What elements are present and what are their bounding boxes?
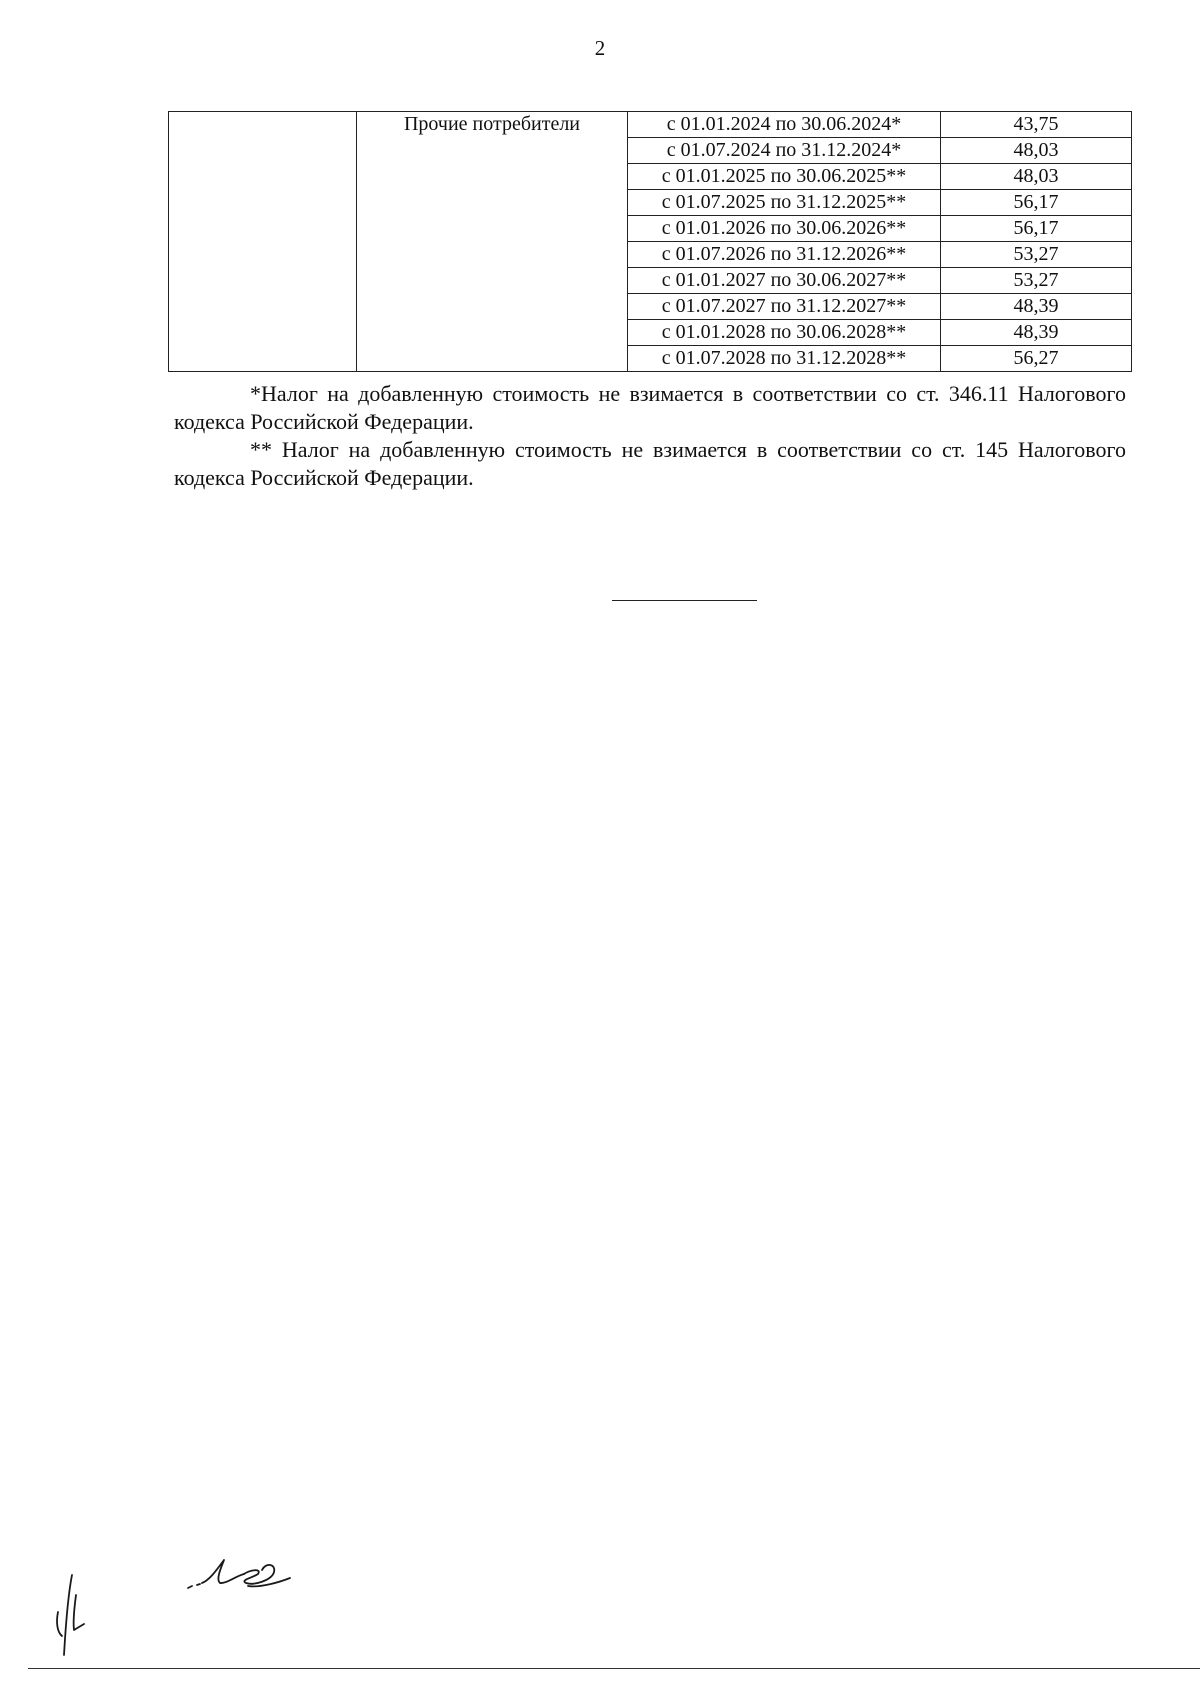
- consumer-category: Прочие потребители: [357, 112, 628, 372]
- tariff-value: 43,75: [941, 112, 1132, 138]
- tariff-value: 53,27: [941, 268, 1132, 294]
- tariff-value: 48,03: [941, 164, 1132, 190]
- period-cell: с 01.07.2025 по 31.12.2025**: [628, 190, 941, 216]
- period-cell: с 01.01.2028 по 30.06.2028**: [628, 320, 941, 346]
- period-cell: с 01.07.2026 по 31.12.2026**: [628, 242, 941, 268]
- group-cell: [169, 112, 357, 372]
- period-cell: с 01.07.2024 по 31.12.2024*: [628, 138, 941, 164]
- closing-separator-line: [612, 600, 757, 601]
- period-cell: с 01.01.2025 по 30.06.2025**: [628, 164, 941, 190]
- tariff-value: 48,39: [941, 294, 1132, 320]
- period-cell: с 01.01.2027 по 30.06.2027**: [628, 268, 941, 294]
- bottom-rule: [28, 1668, 1200, 1669]
- period-cell: с 01.07.2028 по 31.12.2028**: [628, 346, 941, 372]
- tariff-value: 48,39: [941, 320, 1132, 346]
- tariff-value: 48,03: [941, 138, 1132, 164]
- footnote-vat-346-11: *Налог на добавленную стоимость не взимается в соответствии со ст. 346.11 Налогового кодекса Российской Федерации.: [174, 381, 1126, 434]
- table-row: [169, 112, 1132, 138]
- page-number: 2: [594, 36, 606, 60]
- tariff-value: 56,17: [941, 190, 1132, 216]
- period-cell: с 01.07.2027 по 31.12.2027**: [628, 294, 941, 320]
- period-cell: с 01.01.2026 по 30.06.2026**: [628, 216, 941, 242]
- handwritten-signature: [40, 1550, 300, 1660]
- tariff-value: 56,27: [941, 346, 1132, 372]
- period-cell: с 01.01.2024 по 30.06.2024*: [628, 112, 941, 138]
- tariff-table: [168, 111, 1132, 372]
- tariff-value: 56,17: [941, 216, 1132, 242]
- footnote-vat-145: ** Налог на добавленную стоимость не взимается в соответствии со ст. 145 Налогового кодекса Российской Федерации.: [174, 437, 1126, 490]
- tariff-value: 53,27: [941, 242, 1132, 268]
